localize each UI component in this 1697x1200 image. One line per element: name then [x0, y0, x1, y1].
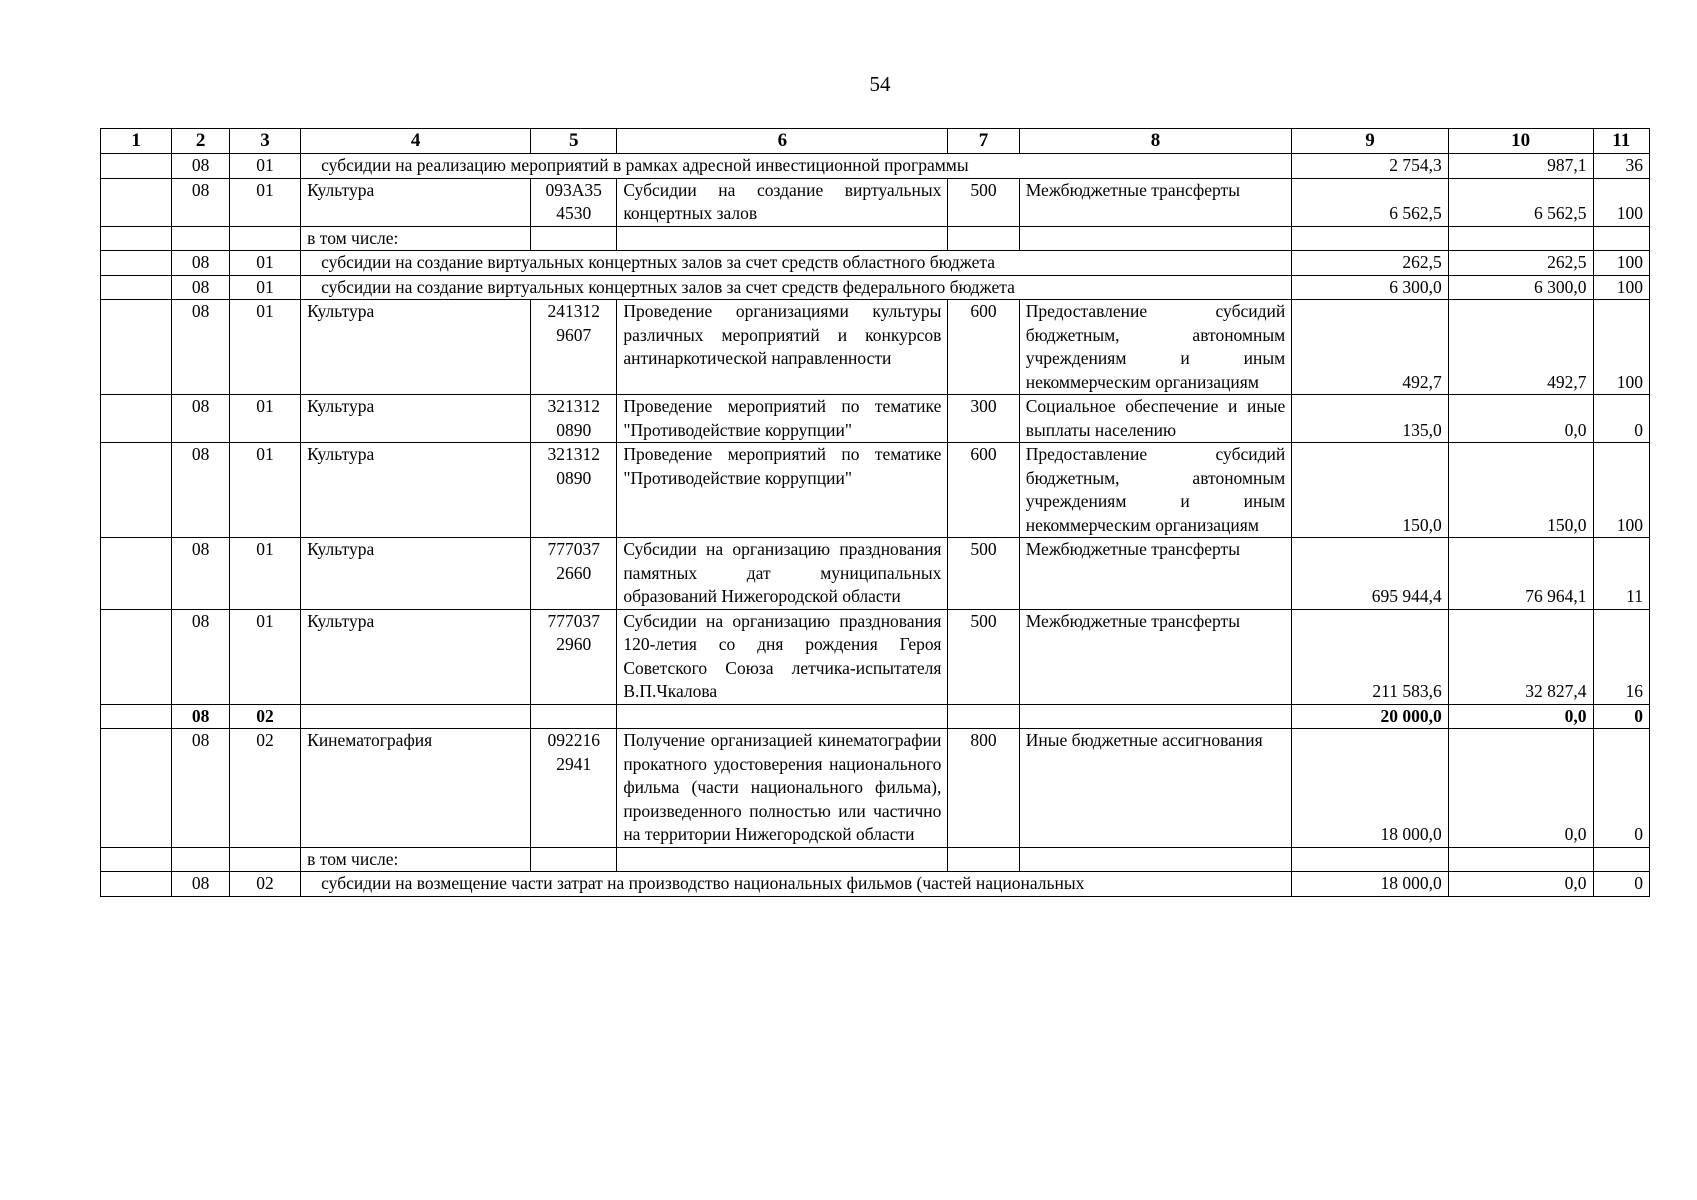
target-code-part: 0890 [556, 419, 592, 440]
cell-empty [531, 847, 617, 872]
header-cell: 5 [531, 129, 617, 154]
actual-amount: 0,0 [1448, 729, 1593, 848]
cell-empty [101, 729, 172, 848]
plan-amount: 20 000,0 [1292, 704, 1448, 729]
expense-description: Субсидии на создание виртуальных концертных залов [617, 178, 948, 226]
subsection-code: 01 [229, 538, 300, 610]
target-code-part: 9607 [556, 324, 592, 345]
cell-empty [1593, 226, 1649, 251]
expense-description: Проведение мероприятий по тематике "Противодействие коррупции" [617, 443, 948, 538]
cell-empty [948, 704, 1019, 729]
cell-empty [101, 847, 172, 872]
table-row [101, 275, 1650, 300]
subsection-code: 01 [229, 154, 300, 179]
cell-empty [617, 847, 948, 872]
actual-amount: 150,0 [1448, 443, 1593, 538]
row-description: субсидии на реализацию мероприятий в рамках адресной инвестиционной программы [301, 154, 1292, 179]
expense-description: Проведение мероприятий по тематике "Противодействие коррупции" [617, 395, 948, 443]
percent-value: 100 [1593, 178, 1649, 226]
target-code [531, 538, 617, 610]
expense-description: Проведение организациями культуры различных мероприятий и конкурсов антинаркотической направленности [617, 300, 948, 395]
target-code [531, 300, 617, 395]
subsection-code: 01 [229, 275, 300, 300]
header-cell: 9 [1292, 129, 1448, 154]
actual-amount: 987,1 [1448, 154, 1593, 179]
cell-empty [101, 178, 172, 226]
table-row [101, 178, 1650, 226]
cell-empty [948, 847, 1019, 872]
percent-value: 100 [1593, 275, 1649, 300]
actual-amount: 0,0 [1448, 872, 1593, 897]
cell-empty [1448, 226, 1593, 251]
percent-value: 0 [1593, 729, 1649, 848]
target-code-part: 321312 [547, 396, 600, 416]
target-code-part: 241312 [547, 301, 600, 321]
target-code-part: 2960 [556, 634, 592, 654]
percent-value: 16 [1593, 609, 1649, 704]
cell-empty [531, 226, 617, 251]
cell-empty [101, 395, 172, 443]
header-cell: 6 [617, 129, 948, 154]
expense-description: Субсидии на организацию празднования памятных дат муниципальных образований Нижегородской области [617, 538, 948, 610]
table-row [101, 847, 1650, 872]
cell-empty [101, 154, 172, 179]
cell-empty [301, 704, 531, 729]
header-cell: 2 [172, 129, 229, 154]
subsection-code: 02 [229, 872, 300, 897]
percent-value: 0 [1593, 395, 1649, 443]
cell-empty [531, 704, 617, 729]
cell-empty [101, 704, 172, 729]
section-code: 08 [172, 178, 229, 226]
header-cell: 11 [1593, 129, 1649, 154]
table-row [101, 226, 1650, 251]
actual-amount: 32 827,4 [1448, 609, 1593, 704]
including-label: в том числе: [301, 847, 531, 872]
expense-type-name: Предоставление субсидий бюджетным, автономным учреждениям и иным некоммерческим организациям [1019, 443, 1292, 538]
cell-empty [948, 226, 1019, 251]
percent-value: 100 [1593, 443, 1649, 538]
target-code-part: 2941 [556, 753, 592, 774]
budget-table [100, 128, 1650, 897]
plan-amount: 6 300,0 [1292, 275, 1448, 300]
header-cell: 10 [1448, 129, 1593, 154]
cell-empty [172, 226, 229, 251]
percent-value: 11 [1593, 538, 1649, 610]
header-cell: 1 [101, 129, 172, 154]
actual-amount: 0,0 [1448, 395, 1593, 443]
row-description: субсидии на возмещение части затрат на производство национальных фильмов (частей национальных [301, 872, 1292, 897]
subsection-code: 01 [229, 609, 300, 704]
cell-empty [101, 538, 172, 610]
target-code [531, 729, 617, 848]
cell-empty [101, 443, 172, 538]
plan-amount: 492,7 [1292, 300, 1448, 395]
section-code: 08 [172, 538, 229, 610]
expense-type-code: 500 [948, 538, 1019, 610]
table-row [101, 538, 1650, 610]
table-row [101, 251, 1650, 276]
including-label: в том числе: [301, 226, 531, 251]
row-description: субсидии на создание виртуальных концертных залов за счет средств областного бюджета [301, 251, 1292, 276]
section-name: Культура [301, 538, 531, 610]
cell-empty [101, 609, 172, 704]
section-code: 08 [172, 872, 229, 897]
expense-type-code: 800 [948, 729, 1019, 848]
target-code-part: 092216 [547, 730, 600, 750]
percent-value: 0 [1593, 704, 1649, 729]
section-name: Культура [301, 395, 531, 443]
subsection-code: 01 [229, 178, 300, 226]
target-code-part: 4530 [556, 203, 592, 223]
expense-description: Получение организацией кинематографии прокатного удостоверения национального фильма (части национального фильма), произведенного полностью или частично на территории Нижегородской области [617, 729, 948, 848]
target-code [531, 395, 617, 443]
percent-value: 100 [1593, 300, 1649, 395]
section-code: 08 [172, 443, 229, 538]
cell-empty [1019, 704, 1292, 729]
plan-amount: 2 754,3 [1292, 154, 1448, 179]
cell-empty [101, 226, 172, 251]
page-number: 54 [869, 72, 891, 96]
table-row [101, 395, 1650, 443]
actual-amount: 492,7 [1448, 300, 1593, 395]
table-row [101, 872, 1650, 897]
table-row [101, 300, 1650, 395]
table-row [101, 154, 1650, 179]
section-code: 08 [172, 395, 229, 443]
subsection-code: 01 [229, 395, 300, 443]
section-code: 08 [172, 300, 229, 395]
cell-empty [617, 226, 948, 251]
section-code: 08 [172, 609, 229, 704]
expense-type-name: Межбюджетные трансферты [1019, 609, 1292, 704]
subsection-code: 01 [229, 251, 300, 276]
expense-type-name: Межбюджетные трансферты [1019, 178, 1292, 226]
section-name: Культура [301, 443, 531, 538]
table-row [101, 443, 1650, 538]
table-row [101, 704, 1650, 729]
cell-empty [1448, 847, 1593, 872]
expense-type-code: 600 [948, 300, 1019, 395]
header-cell: 8 [1019, 129, 1292, 154]
row-description: субсидии на создание виртуальных концертных залов за счет средств федерального бюджета [301, 275, 1292, 300]
cell-empty [229, 226, 300, 251]
section-code: 08 [172, 275, 229, 300]
section-name: Кинематография [301, 729, 531, 848]
target-code-part: 777037 [547, 610, 600, 631]
target-code-part: 2660 [556, 562, 592, 583]
expense-type-name: Предоставление субсидий бюджетным, автономным учреждениям и иным некоммерческим организациям [1019, 300, 1292, 395]
actual-amount: 0,0 [1448, 704, 1593, 729]
percent-value: 0 [1593, 872, 1649, 897]
target-code-part: 321312 [547, 444, 600, 464]
target-code-part: 777037 [547, 539, 600, 559]
cell-empty [101, 275, 172, 300]
expense-type-code: 300 [948, 395, 1019, 443]
expense-type-name: Иные бюджетные ассигнования [1019, 729, 1292, 848]
target-code [531, 443, 617, 538]
subsection-code: 02 [229, 704, 300, 729]
plan-amount: 262,5 [1292, 251, 1448, 276]
cell-empty [1292, 847, 1448, 872]
cell-empty [1019, 226, 1292, 251]
plan-amount: 18 000,0 [1292, 872, 1448, 897]
header-cell: 3 [229, 129, 300, 154]
actual-amount: 6 300,0 [1448, 275, 1593, 300]
section-name: Культура [301, 178, 531, 226]
plan-amount: 135,0 [1292, 395, 1448, 443]
subsection-code: 02 [229, 729, 300, 848]
cell-empty [229, 847, 300, 872]
section-code: 08 [172, 704, 229, 729]
actual-amount: 76 964,1 [1448, 538, 1593, 610]
actual-amount: 6 562,5 [1448, 178, 1593, 226]
expense-type-name: Социальное обеспечение и иные выплаты населению [1019, 395, 1292, 443]
header-row [101, 129, 1650, 154]
plan-amount: 18 000,0 [1292, 729, 1448, 848]
target-code-part: 0890 [556, 467, 592, 488]
cell-empty [1292, 226, 1448, 251]
subsection-code: 01 [229, 300, 300, 395]
cell-empty [617, 704, 948, 729]
cell-empty [101, 300, 172, 395]
expense-type-code: 600 [948, 443, 1019, 538]
expense-description: Субсидии на организацию празднования 120-летия со дня рождения Героя Советского Союза летчика-испытателя В.П.Чкалова [617, 609, 948, 704]
cell-empty [101, 872, 172, 897]
target-code [531, 609, 617, 704]
target-code-part: 093А35 [545, 179, 602, 200]
cell-empty [172, 847, 229, 872]
target-code [531, 178, 617, 226]
header-cell: 7 [948, 129, 1019, 154]
plan-amount: 211 583,6 [1292, 609, 1448, 704]
percent-value: 100 [1593, 251, 1649, 276]
cell-empty [101, 251, 172, 276]
section-name: Культура [301, 609, 531, 704]
subsection-code: 01 [229, 443, 300, 538]
table-row [101, 729, 1650, 848]
expense-type-code: 500 [948, 609, 1019, 704]
expense-type-code: 500 [948, 178, 1019, 226]
percent-value: 36 [1593, 154, 1649, 179]
cell-empty [1019, 847, 1292, 872]
plan-amount: 695 944,4 [1292, 538, 1448, 610]
actual-amount: 262,5 [1448, 251, 1593, 276]
plan-amount: 150,0 [1292, 443, 1448, 538]
table-row [101, 609, 1650, 704]
plan-amount: 6 562,5 [1292, 178, 1448, 226]
section-code: 08 [172, 154, 229, 179]
section-code: 08 [172, 251, 229, 276]
cell-empty [1593, 847, 1649, 872]
header-cell: 4 [301, 129, 531, 154]
section-code: 08 [172, 729, 229, 848]
expense-type-name: Межбюджетные трансферты [1019, 538, 1292, 610]
section-name: Культура [301, 300, 531, 395]
